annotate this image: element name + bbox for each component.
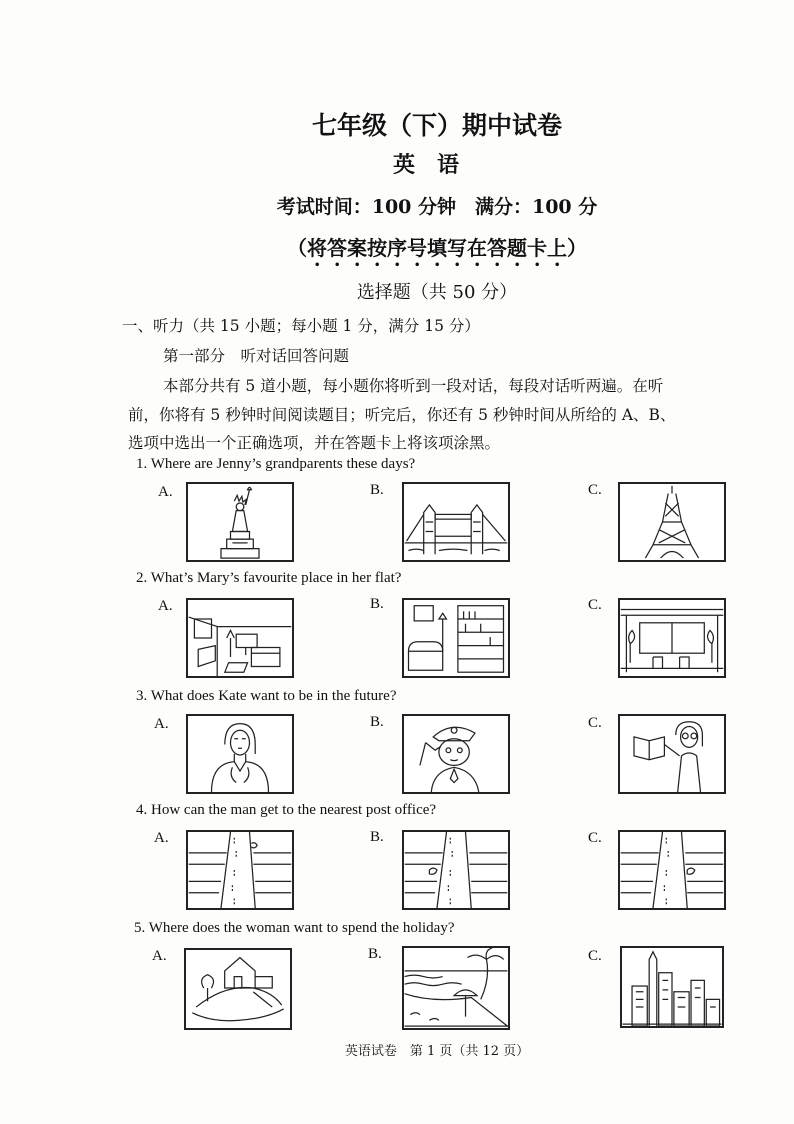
city-icon[interactable] <box>620 946 724 1028</box>
instruction-line: 选项中选出一个正确选项，并在答题卡上将该项涂黑。 <box>128 434 501 452</box>
option-b-label: B. <box>370 714 384 730</box>
balcony-icon[interactable] <box>618 598 726 678</box>
note-close: ） <box>567 236 587 260</box>
tower-bridge-icon[interactable] <box>402 482 510 562</box>
note-open: （ <box>287 236 307 260</box>
option-c-label: C. <box>588 597 602 613</box>
statue-of-liberty-icon[interactable] <box>186 482 294 562</box>
option-a-label: A. <box>152 948 167 964</box>
teacher-icon[interactable] <box>618 714 726 794</box>
option-b-label: B. <box>370 596 384 612</box>
countryside-icon[interactable] <box>184 948 292 1030</box>
route-a-icon[interactable] <box>186 830 294 910</box>
option-a-label: A. <box>158 484 173 500</box>
exam-title: 七年级（下）期中试卷 <box>311 111 562 140</box>
exam-info: 考试时间：100 分钟 满分：100 分 <box>276 196 598 218</box>
option-c-label: C. <box>588 715 602 731</box>
study-room-icon[interactable] <box>402 598 510 678</box>
question-5: 5. Where does the woman want to spend the holiday? <box>134 920 455 936</box>
doctor-icon[interactable] <box>186 714 294 794</box>
question-3: 3. What does Kate want to be in the future? <box>136 688 397 704</box>
note-dotted-text: 将答案按序号填写在答题卡上 <box>307 236 567 260</box>
option-b-label: B. <box>368 946 382 962</box>
answer-note <box>0 232 794 271</box>
option-c-label: C. <box>588 482 602 498</box>
option-a-label: A. <box>154 830 169 846</box>
page-footer: 英语试卷 第 1 页（共 12 页） <box>344 1044 530 1059</box>
option-c-label: C. <box>588 948 602 964</box>
living-room-icon[interactable] <box>186 598 294 678</box>
question-2: 2. What’s Mary’s favourite place in her flat? <box>136 570 402 586</box>
option-b-label: B. <box>370 829 384 845</box>
instruction-line: 前，你将有 5 秒钟时间阅读题目；听完后，你还有 5 秒钟时间从所给的 A、B、 <box>128 406 676 424</box>
route-c-icon[interactable] <box>618 830 726 910</box>
section-title: 选择题（共 50 分） <box>356 282 518 303</box>
subject-title: 英语 <box>392 152 481 178</box>
eiffel-tower-icon[interactable] <box>618 482 726 562</box>
option-a-label: A. <box>158 598 173 614</box>
section-heading-listening: 一、听力（共 15 小题；每小题 1 分，满分 15 分） <box>122 317 480 335</box>
route-b-icon[interactable] <box>402 830 510 910</box>
question-4: 4. How can the man get to the nearest post office? <box>136 802 437 818</box>
instruction-line: 本部分共有 5 道小题，每小题你将听到一段对话，每段对话听两遍。在听 <box>163 377 664 395</box>
option-c-label: C. <box>588 830 602 846</box>
beach-icon[interactable] <box>402 946 510 1030</box>
police-officer-icon[interactable] <box>402 714 510 794</box>
option-a-label: A. <box>154 716 169 732</box>
question-1: 1. Where are Jenny’s grandparents these days? <box>136 456 416 472</box>
option-b-label: B. <box>370 482 384 498</box>
part-title: 第一部分 听对话回答问题 <box>163 347 350 365</box>
